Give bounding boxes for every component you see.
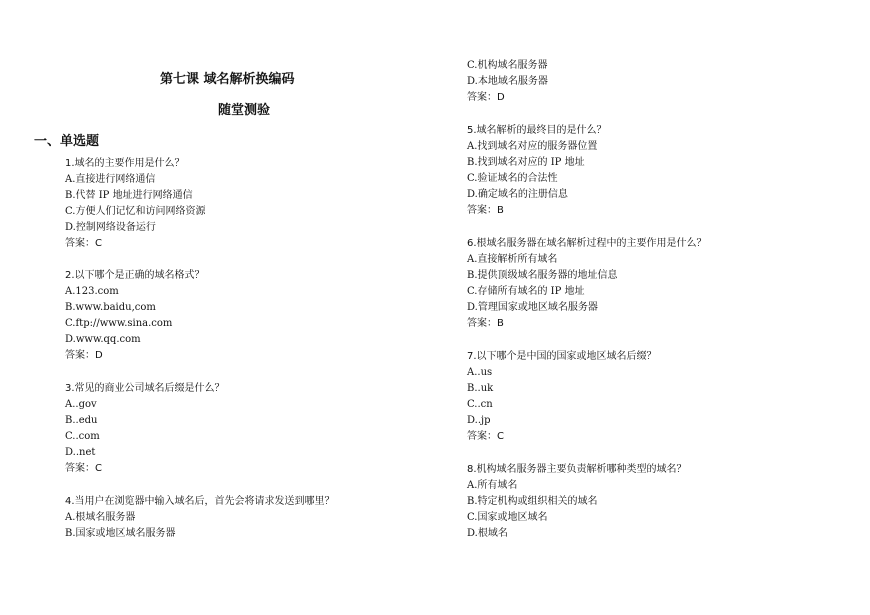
question-stem: 5.域名解析的最终目的是什么？	[467, 125, 607, 136]
question-stem: 8.机构域名服务器主要负责解析哪种类型的域名？	[467, 464, 687, 475]
option-c: C.方便人们记忆和访问网络资源	[65, 206, 206, 217]
option-c: C..cn	[467, 399, 493, 410]
option-c: C.机构域名服务器	[467, 60, 548, 71]
page-title: 第七课 域名解析换编码	[160, 72, 295, 87]
option-b: B..uk	[467, 383, 494, 394]
question-4-continued	[467, 58, 548, 106]
question-1	[65, 156, 205, 252]
option-b: B.国家或地区域名服务器	[65, 528, 176, 539]
answer: 答案：B	[467, 205, 504, 216]
question-6	[467, 236, 707, 332]
option-c: C.验证域名的合法性	[467, 173, 558, 184]
option-c: C.ftp://www.sina.com	[65, 318, 173, 329]
option-d: D.控制网络设备运行	[65, 222, 156, 233]
option-d: D.确定域名的注册信息	[467, 189, 568, 200]
question-7	[467, 349, 657, 445]
question-stem: 7.以下哪个是中国的国家或地区域名后缀？	[467, 351, 657, 362]
option-b: B.www.baidu,com	[65, 302, 156, 313]
option-b: B.代替 IP 地址进行网络通信	[65, 190, 193, 201]
answer: 答案：D	[65, 350, 103, 361]
option-b: B.找到域名对应的 IP 地址	[467, 157, 585, 168]
answer: 答案：B	[467, 318, 504, 329]
option-d: D.本地域名服务器	[467, 76, 548, 87]
option-b: B.提供顶级域名服务器的地址信息	[467, 270, 618, 281]
question-3	[65, 381, 225, 477]
question-stem: 6.根域名服务器在域名解析过程中的主要作用是什么？	[467, 238, 707, 249]
option-d: D..jp	[467, 415, 491, 426]
question-stem: 1.域名的主要作用是什么？	[65, 158, 185, 169]
option-a: A.找到域名对应的服务器位置	[467, 141, 598, 152]
question-2	[65, 268, 205, 364]
option-a: A.所有域名	[467, 480, 518, 491]
question-stem: 3.常见的商业公司域名后缀是什么？	[65, 383, 225, 394]
option-b: B..edu	[65, 415, 98, 426]
question-stem: 4.当用户在浏览器中输入域名后，首先会将请求发送到哪里？	[65, 496, 335, 507]
option-a: A..gov	[65, 399, 97, 410]
option-c: C.存储所有域名的 IP 地址	[467, 286, 585, 297]
option-a: A.直接进行网络通信	[65, 174, 156, 185]
question-8	[467, 462, 687, 542]
option-d: D..net	[65, 447, 96, 458]
answer: 答案：C	[65, 463, 102, 474]
question-4	[65, 494, 335, 542]
answer: 答案：D	[467, 92, 505, 103]
answer: 答案：C	[65, 238, 102, 249]
answer: 答案：C	[467, 431, 504, 442]
section-heading: 一、单选题	[34, 134, 100, 149]
option-a: A..us	[467, 367, 493, 378]
option-d: D.www.qq.com	[65, 334, 141, 345]
option-a: A.根域名服务器	[65, 512, 136, 523]
option-a: A.直接解析所有域名	[467, 254, 558, 265]
page-subtitle: 随堂测验	[218, 103, 271, 118]
option-c: C.国家或地区域名	[467, 512, 548, 523]
option-a: A.123.com	[65, 286, 119, 297]
question-5	[467, 123, 607, 219]
option-d: D.根域名	[467, 528, 508, 539]
option-b: B.特定机构或组织相关的域名	[467, 496, 598, 507]
question-stem: 2.以下哪个是正确的域名格式？	[65, 270, 205, 281]
option-c: C..com	[65, 431, 100, 442]
option-d: D.管理国家或地区域名服务器	[467, 302, 598, 313]
